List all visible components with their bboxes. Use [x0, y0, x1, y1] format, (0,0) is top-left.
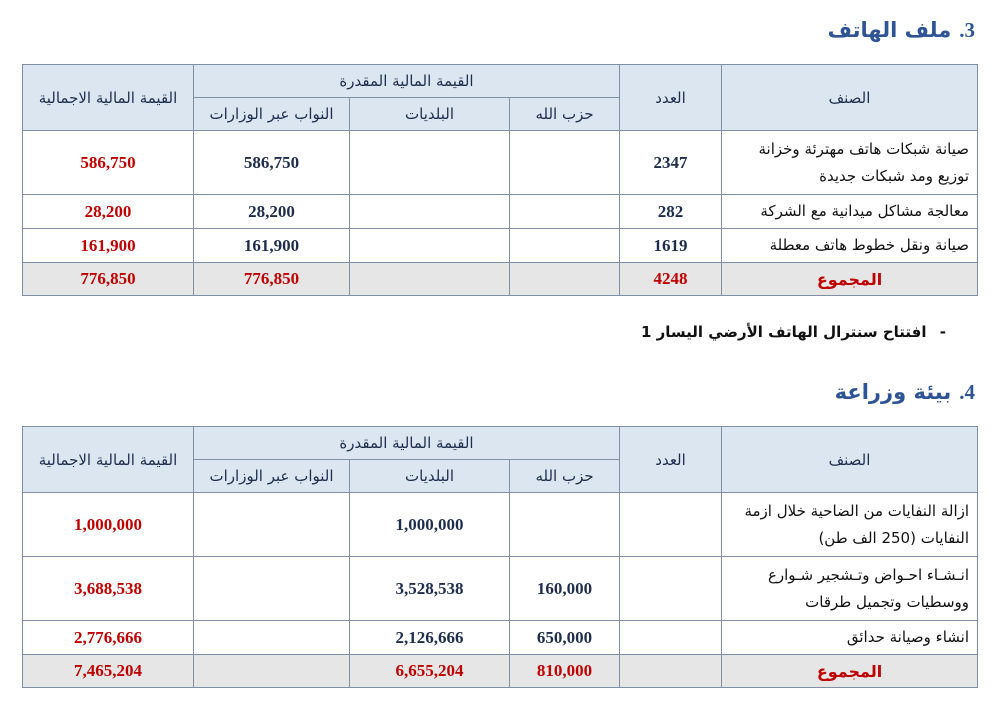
table-row [23, 229, 978, 263]
row-total: 586,750 [23, 131, 194, 195]
row-total: 1,000,000 [23, 493, 194, 557]
sum-total: 7,465,204 [23, 655, 194, 688]
row-total: 3,688,538 [23, 557, 194, 621]
header-total: القيمة المالية الاجمالية [23, 427, 194, 493]
row-category: صيانة ونقل خطوط هاتف معطلة [722, 229, 978, 263]
sum-mps-ministries [194, 655, 350, 688]
header-category: الصنف [722, 65, 978, 131]
row-category: صيانة شبكات هاتف مهترئة وخزانة توزيع ومد شبكات جديدة [722, 131, 978, 195]
row-count: 2347 [620, 131, 722, 195]
row-hezbollah [510, 195, 620, 229]
section-4-title: بيئة وزراعة [834, 380, 952, 404]
header-hezbollah: حزب الله [510, 98, 620, 131]
row-total: 2,776,666 [23, 621, 194, 655]
table-row [23, 557, 978, 621]
row-hezbollah: 650,000 [510, 621, 620, 655]
environment-table [22, 426, 978, 688]
row-municipalities [350, 131, 510, 195]
sum-municipalities [350, 263, 510, 296]
sum-row [23, 655, 978, 688]
row-mps-ministries [194, 493, 350, 557]
row-hezbollah: 160,000 [510, 557, 620, 621]
sum-row [23, 263, 978, 296]
row-municipalities: 3,528,538 [350, 557, 510, 621]
sum-count [620, 655, 722, 688]
sum-count: 4248 [620, 263, 722, 296]
table-row [23, 621, 978, 655]
row-count [620, 621, 722, 655]
row-count: 1619 [620, 229, 722, 263]
section-3-title: ملف الهاتف [827, 18, 952, 42]
section-4-number: 4. [959, 380, 975, 404]
row-mps-ministries: 586,750 [194, 131, 350, 195]
row-count [620, 557, 722, 621]
row-hezbollah [510, 229, 620, 263]
row-count: 282 [620, 195, 722, 229]
section-3-heading [828, 18, 975, 43]
header-category: الصنف [722, 427, 978, 493]
header-mps-ministries: النواب عبر الوزارات [194, 98, 350, 131]
row-mps-ministries: 28,200 [194, 195, 350, 229]
header-mps-ministries: النواب عبر الوزارات [194, 460, 350, 493]
row-mps-ministries: 161,900 [194, 229, 350, 263]
header-total: القيمة المالية الاجمالية [23, 65, 194, 131]
sum-label: المجموع [722, 263, 978, 296]
header-municipalities: البلديات [350, 98, 510, 131]
row-category: انشاء وصيانة حدائق [722, 621, 978, 655]
sum-hezbollah: 810,000 [510, 655, 620, 688]
section-3-number: 3. [959, 18, 975, 42]
table-row [23, 195, 978, 229]
header-estimated-group: القيمة المالية المقدرة [194, 65, 620, 98]
row-category: معالجة مشاكل ميدانية مع الشركة [722, 195, 978, 229]
row-municipalities: 2,126,666 [350, 621, 510, 655]
bullet-dash: - [939, 323, 946, 341]
sum-label: المجموع [722, 655, 978, 688]
table-row [23, 493, 978, 557]
bullet-note [641, 323, 946, 341]
header-hezbollah: حزب الله [510, 460, 620, 493]
sum-mps-ministries: 776,850 [194, 263, 350, 296]
row-municipalities: 1,000,000 [350, 493, 510, 557]
phone-table [22, 64, 978, 296]
row-category: انـشـاء احـواض وتـشجير شـوارع ووسطيات وتجميل طرقات [722, 557, 978, 621]
row-category: ازالة النفايات من الضاحية خلال ازمة النفايات (250 الف طن) [722, 493, 978, 557]
row-municipalities [350, 229, 510, 263]
row-mps-ministries [194, 557, 350, 621]
header-count: العدد [620, 427, 722, 493]
row-hezbollah [510, 131, 620, 195]
header-municipalities: البلديات [350, 460, 510, 493]
header-count: العدد [620, 65, 722, 131]
row-total: 161,900 [23, 229, 194, 263]
sum-hezbollah [510, 263, 620, 296]
sum-total: 776,850 [23, 263, 194, 296]
row-count [620, 493, 722, 557]
row-mps-ministries [194, 621, 350, 655]
row-hezbollah [510, 493, 620, 557]
sum-municipalities: 6,655,204 [350, 655, 510, 688]
table-row [23, 131, 978, 195]
header-estimated-group: القيمة المالية المقدرة [194, 427, 620, 460]
row-municipalities [350, 195, 510, 229]
section-4-heading [835, 380, 975, 405]
row-total: 28,200 [23, 195, 194, 229]
bullet-text: افتتاح سنترال الهاتف الأرضي اليسار 1 [640, 323, 927, 341]
